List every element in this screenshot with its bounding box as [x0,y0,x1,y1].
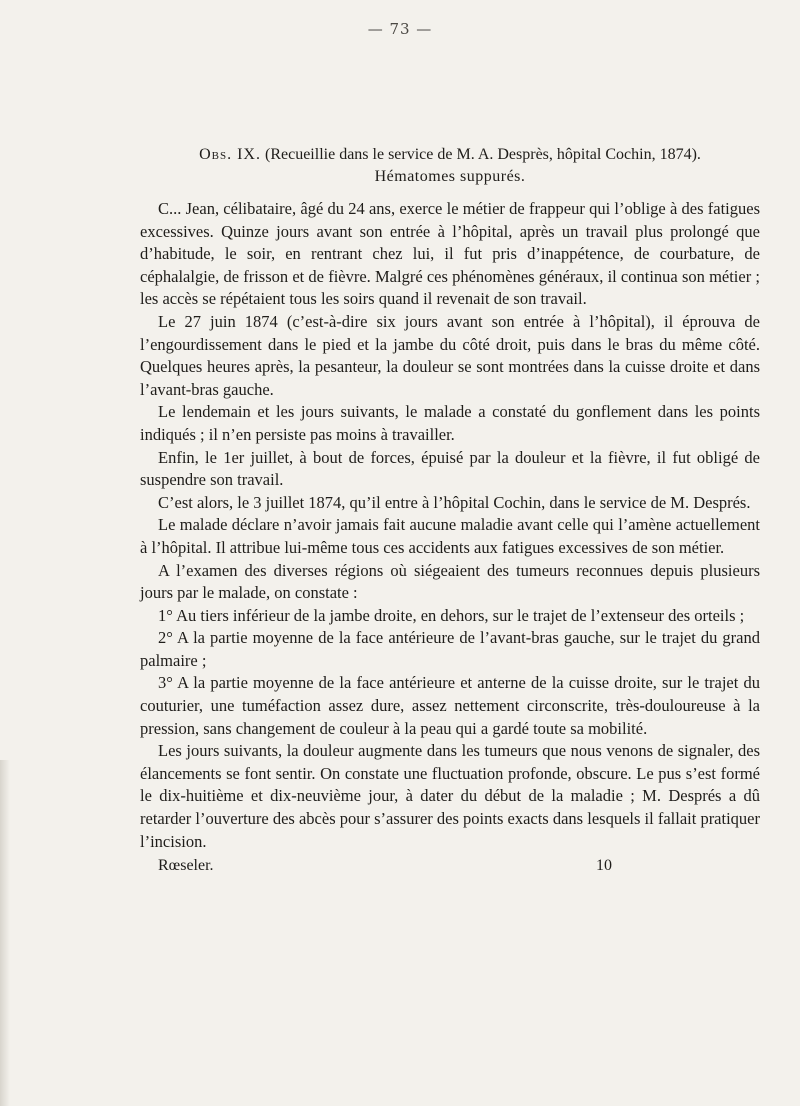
footer-signature-number: 10 [596,857,612,875]
paragraph-antecedents: Le malade déclare n’avoir jamais fait aucune maladie avant celle qui l’amène actuellement à l’hôpital. Il attribue lui-même tous ces accidents aux fatigues excessives de son métier. [140,515,760,557]
paragraph-item-2: 2° A la partie moyenne de la face antérieure de l’avant-bras gauche, sur le trajet du grand palmaire ; [140,628,760,670]
page-number: — 73 — [367,20,433,38]
page-content [140,144,760,877]
paragraph-item-1: 1° Au tiers inférieur de la jambe droite, en dehors, sur le trajet de l’extenseur des orteils ; [158,605,745,625]
observation-number: Obs. IX. [199,146,261,163]
paragraph-following-days: Le lendemain et les jours suivants, le malade a constaté du gonflement dans les points indiqués ; il n’en persiste pas moins à travailler. [140,402,760,444]
paragraph-patient-history: C... Jean, célibataire, âgé du 24 ans, exerce le métier de frappeur qui l’oblige à des fatigues excessives. Quinze jours avant son entrée à l’hôpital, après un travail plus prolongé que d’habitude, le soir, en rentrant chez lui, il fut pris d’inappétence, de courbature, de céphalalgie, de frisson et de fièvre. Malgré ces phénomènes généraux, il continua son métier ; les accès se répétaient tous les soirs quand il revenait de son travail. [140,199,760,309]
paragraph-admission: C’est alors, le 3 juillet 1874, qu’il entre à l’hôpital Cochin, dans le service de M. Després. [158,492,751,512]
paragraph-evolution: Les jours suivants, la douleur augmente dans les tumeurs que nous venons de signaler, des élancements se font sentir. On constate une fluctuation profonde, obscure. Le pus s’est formé le dix-huitième et dix-neuvième jour, à dater du début de la maladie ; M. Després a dû retarder l’ouverture des abcès pour s’assurer des points exacts dans lesquels il fallait pratiquer l’incision. [140,741,760,851]
observation-subtitle: Hématomes suppurés. [374,168,526,185]
scan-edge-shadow [0,760,10,1106]
paragraph-examination: A l’examen des diverses régions où siégeaient des tumeurs reconnues depuis plusieurs jours par le malade, on constate : [140,560,760,603]
paragraph-june-27: Le 27 juin 1874 (c’est-à-dire six jours avant son entrée à l’hôpital), il éprouva de l’engourdissement dans le pied et la jambe du côté droit, puis dans le bras du même côté. Quelques heures après, la pesanteur, la douleur se sont montrées dans la cuisse droite et dans l’avant-bras gauche. [140,311,760,399]
page-footer [140,855,760,877]
paragraph-item-3: 3° A la partie moyenne de la face antérieure et anterne de la cuisse droite, sur le trajet du couturier, une tuméfaction assez dure, assez nettement circonscrite, très-douloureuse à la pression, sans changement de couleur à la peau qui a gardé toute sa mobilité. [140,673,760,738]
paragraph-july-1: Enfin, le 1er juillet, à bout de forces, épuisé par la douleur et la fièvre, il fut obligé de suspendre son travail. [140,447,760,490]
observation-header [140,144,760,188]
footer-author: Rœseler. [158,857,214,875]
observation-source: (Recueillie dans le service de M. A. Desprès, hôpital Cochin, 1874). [265,146,701,163]
